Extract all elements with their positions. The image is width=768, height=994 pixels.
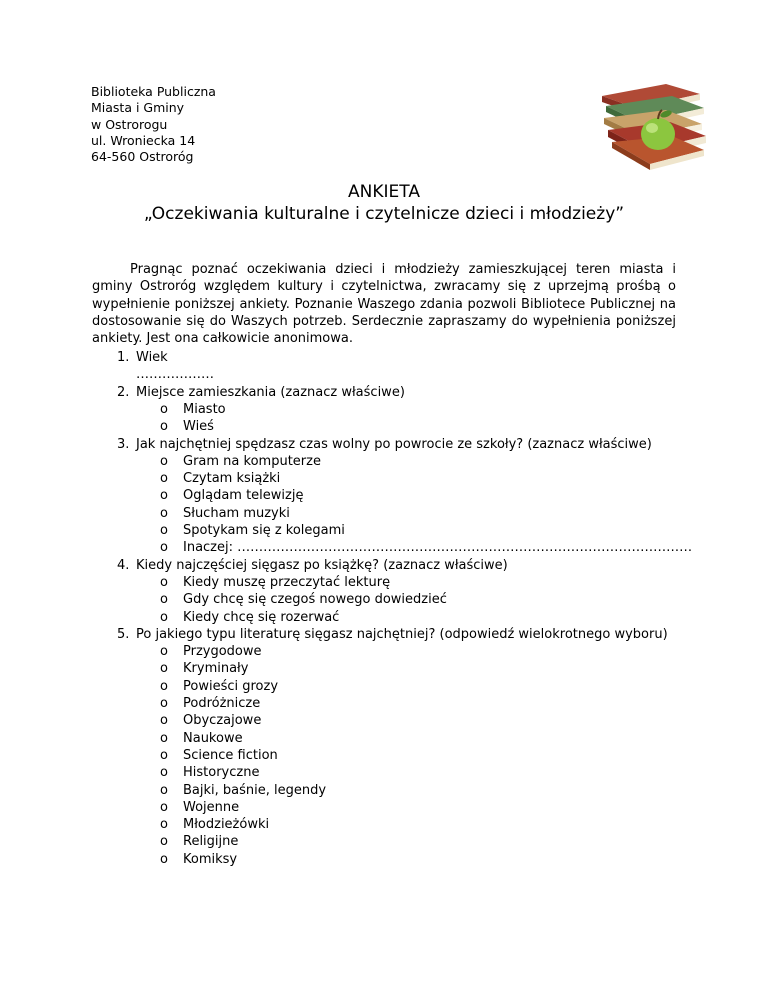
option-circle-bullet[interactable]: o	[160, 592, 168, 608]
option-label: Wieś	[183, 419, 214, 435]
option-circle-bullet[interactable]: o	[160, 765, 168, 781]
option-circle-bullet[interactable]: o	[160, 401, 168, 417]
option-label: Przygodowe	[183, 644, 262, 660]
title-block	[0, 181, 768, 225]
option-label: Słucham muzyki	[183, 505, 290, 521]
option-circle-bullet[interactable]: o	[160, 661, 168, 677]
option-label: Spotykam się z kolegami	[183, 523, 345, 538]
question-number: 4.	[117, 557, 130, 573]
option-circle-bullet[interactable]: o	[160, 523, 168, 538]
option-label: Inaczej: ……………………………………………………………………………………………	[183, 540, 693, 556]
option-circle-bullet[interactable]: o	[160, 747, 168, 763]
option-label: Obyczajowe	[183, 713, 262, 729]
option-label: Religijne	[183, 834, 239, 850]
option-label: Powieści grozy	[183, 678, 279, 694]
option-circle-bullet[interactable]: o	[160, 799, 168, 815]
option-circle-bullet[interactable]: o	[160, 471, 168, 487]
question-text: Wiek	[136, 350, 168, 365]
question-number: 3.	[117, 436, 130, 452]
option-circle-bullet[interactable]: o	[160, 609, 168, 625]
option-circle-bullet[interactable]: o	[160, 574, 168, 590]
option-label: Kiedy muszę przeczytać lekturę	[183, 574, 391, 590]
option-label: Historyczne	[183, 765, 260, 781]
question-text: Po jakiego typu literaturę sięgasz najchętniej? (odpowiedź wielokrotnego wyboru)	[136, 626, 668, 642]
option-circle-bullet[interactable]: o	[160, 453, 168, 469]
address-line: w Ostrorogu	[91, 116, 168, 132]
question-text: Kiedy najczęściej sięgasz po książkę? (zaznacz właściwe)	[136, 557, 508, 573]
option-circle-bullet[interactable]: o	[160, 505, 168, 521]
question-number: 2.	[117, 384, 130, 400]
question-text: Jak najchętniej spędzasz czas wolny po powrocie ze szkoły? (zaznacz właściwe)	[136, 436, 652, 452]
age-answer-blank[interactable]: ………………	[136, 367, 214, 383]
option-circle-bullet[interactable]: o	[160, 782, 168, 798]
library-address	[91, 84, 216, 165]
option-circle-bullet[interactable]: o	[160, 696, 168, 711]
option-label: Gdy chcę się czegoś nowego dowiedzieć	[183, 592, 447, 608]
address-line: Biblioteka Publiczna	[91, 84, 216, 99]
option-label: Gram na komputerze	[183, 453, 321, 469]
books-and-apple-image	[596, 74, 708, 174]
option-circle-bullet[interactable]: o	[160, 730, 168, 746]
question-number: 5.	[117, 626, 130, 642]
intro-paragraph: Pragnąc poznać oczekiwania dzieci i młodzieży zamieszkującej teren miasta i gminy Ostroróg względem kultury i czytelnictwa, zwracamy się z uprzejmą prośbą o wypełnienie poniższej ankiety. Poznanie Waszego zdania pozwoli Bibliotece Publicznej na dostosowanie się do Waszych potrzeb. Serdecznie zapraszamy do wypełnienia poniższej ankiety. Jest ona całkowicie anonimowa.	[92, 262, 676, 347]
option-circle-bullet[interactable]: o	[160, 488, 168, 504]
option-circle-bullet[interactable]: o	[160, 419, 168, 435]
question-text: Miejsce zamieszkania (zaznacz właściwe)	[136, 384, 405, 400]
option-label: Podróżnicze	[183, 696, 261, 711]
option-label: Naukowe	[183, 730, 243, 746]
option-label: Miasto	[183, 401, 226, 417]
option-label: Kiedy chcę się rozerwać	[183, 609, 340, 625]
option-label: Kryminały	[183, 661, 249, 677]
option-circle-bullet[interactable]: o	[160, 540, 168, 556]
option-label: Komiksy	[183, 851, 238, 867]
address-line: ul. Wroniecka 14	[91, 132, 196, 148]
address-line: 64-560 Ostroróg	[91, 149, 194, 165]
option-circle-bullet[interactable]: o	[160, 817, 168, 833]
page-subtitle: „Oczekiwania kulturalne i czytelnicze dzieci i młodzieży”	[143, 204, 625, 224]
page-title: ANKIETA	[348, 182, 420, 202]
option-label: Bajki, baśnie, legendy	[183, 782, 327, 798]
option-circle-bullet[interactable]: o	[160, 713, 168, 729]
option-circle-bullet[interactable]: o	[160, 834, 168, 850]
option-label: Science fiction	[183, 747, 278, 763]
address-line: Miasta i Gminy	[91, 100, 185, 116]
option-label: Oglądam telewizję	[183, 488, 304, 504]
option-circle-bullet[interactable]: o	[160, 851, 168, 867]
option-circle-bullet[interactable]: o	[160, 678, 168, 694]
option-label: Czytam książki	[183, 471, 281, 487]
option-circle-bullet[interactable]: o	[160, 644, 168, 660]
question-number: 1.	[117, 350, 130, 365]
option-label: Młodzieżówki	[183, 817, 270, 833]
option-label: Wojenne	[183, 799, 240, 815]
